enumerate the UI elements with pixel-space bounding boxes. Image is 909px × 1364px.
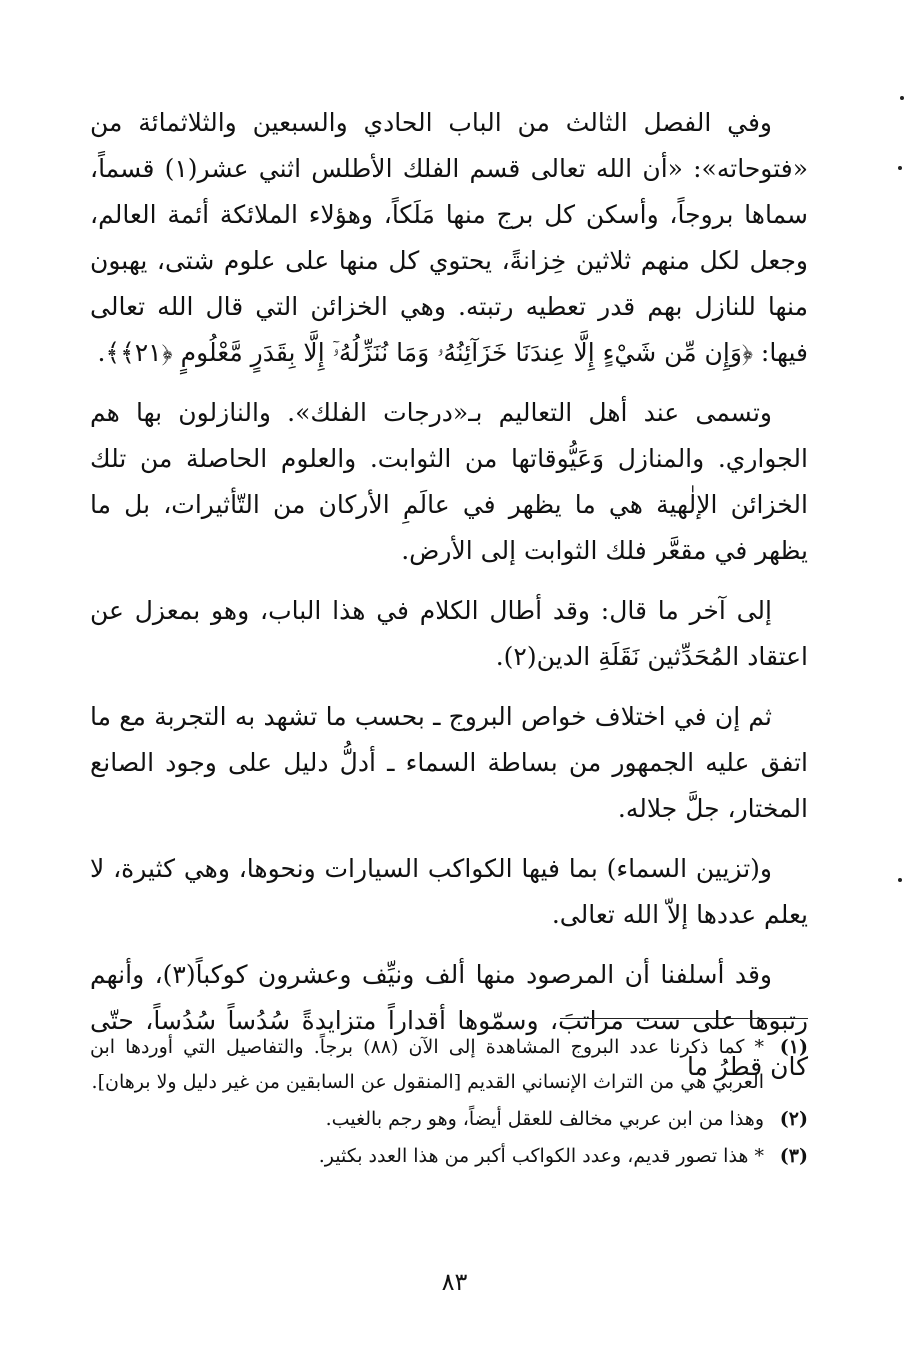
margin-dot [900, 96, 904, 100]
page-number: ٨٣ [441, 1268, 468, 1296]
footnote-3 [90, 1139, 808, 1174]
paragraph-2: وتسمى عند أهل التعاليم بـ«درجات الفلك». والنازلون بها هم الجواري. والمنازل وَعَيُّوقاتها من الثوابت. والعلوم الحاصلة من تلك الخزائن الإلٰهية هي ما يظهر في عالَمِ الأركان من التّأثيرات، بل ما يظهر في مقعَّر فلك الثوابت إلى الأرض. [90, 398, 808, 565]
margin-dot [898, 166, 902, 170]
main-text [90, 100, 808, 1104]
paragraph-6: وقد أسلفنا أن المرصود منها ألف ونيِّف وعشرون كوكباً(٣)، وأنهم رتبوها على ست مراتبَ، وسمّوها أقداراً متزايدةً سُدُساً سُدُساً، حتّى كان قطرُ ما [90, 960, 808, 1081]
footnotes [90, 1030, 808, 1176]
footnote-text: * هذا تصور قديم، وعدد الكواكب أكبر من هذا العدد بكثير. [318, 1145, 764, 1167]
paragraph-4: ثم إن في اختلاف خواص البروج ـ بحسب ما تشهد به التجربة مع ما اتفق عليه الجمهور من بساطة السماء ـ أدلُّ دليل على وجود الصانع المختار، جلَّ جلاله. [90, 702, 808, 823]
footnote-number: (٣) [779, 1145, 808, 1167]
footnote-divider [560, 1018, 808, 1019]
paragraph-3: إلى آخر ما قال: وقد أطال الكلام في هذا الباب، وهو بمعزل عن اعتقاد المُحَدِّثين نَقَلَةِ الدين(٢). [90, 596, 808, 671]
paragraph-5: و(تزيين السماء) بما فيها الكواكب السيارات ونحوها، وهي كثيرة، لا يعلم عددها إلاّ الله تعالى. [90, 854, 808, 929]
margin-dot [898, 878, 902, 882]
footnote-number: (٢) [779, 1108, 808, 1130]
footnote-text: * كما ذكرنا عدد البروج المشاهدة إلى الآن (٨٨) برجاً. والتفاصيل التي أوردها ابن العربي هي من التراث الإنساني القديم [المنقول عن السابقين من غير دليل ولا برهان]. [90, 1036, 764, 1093]
footnote-text: وهذا من ابن عربي مخالف للعقل أيضاً، وهو رجم بالغيب. [325, 1108, 764, 1130]
footnote-1 [90, 1030, 808, 1100]
footnote-number: (١) [779, 1036, 808, 1058]
paragraph-1: وفي الفصل الثالث من الباب الحادي والسبعين والثلاثمائة من «فتوحاته»: «أن الله تعالى قسم الفلك الأطلس اثني عشر(١) قسماً، سماها بروجاً، وأسكن كل برج منها مَلَكاً، وهؤلاء الملائكة أئمة العالم، وجعل لكل منهم ثلاثين خِزانةً، يحتوي كل منها على علوم شتى، يهبون منها للنازل بهم قدر تعطيه رتبته. وهي الخزائن التي قال الله تعالى فيها: ﴿وَإِن مِّن شَيْءٍ إِلَّا عِندَنَا خَزَآئِنُهُۥ وَمَا نُنَزِّلُهُۥٓ إِلَّا بِقَدَرٍ مَّعْلُومٍ ﴿٢١﴾﴾. [90, 108, 808, 367]
footnote-2 [90, 1102, 808, 1137]
